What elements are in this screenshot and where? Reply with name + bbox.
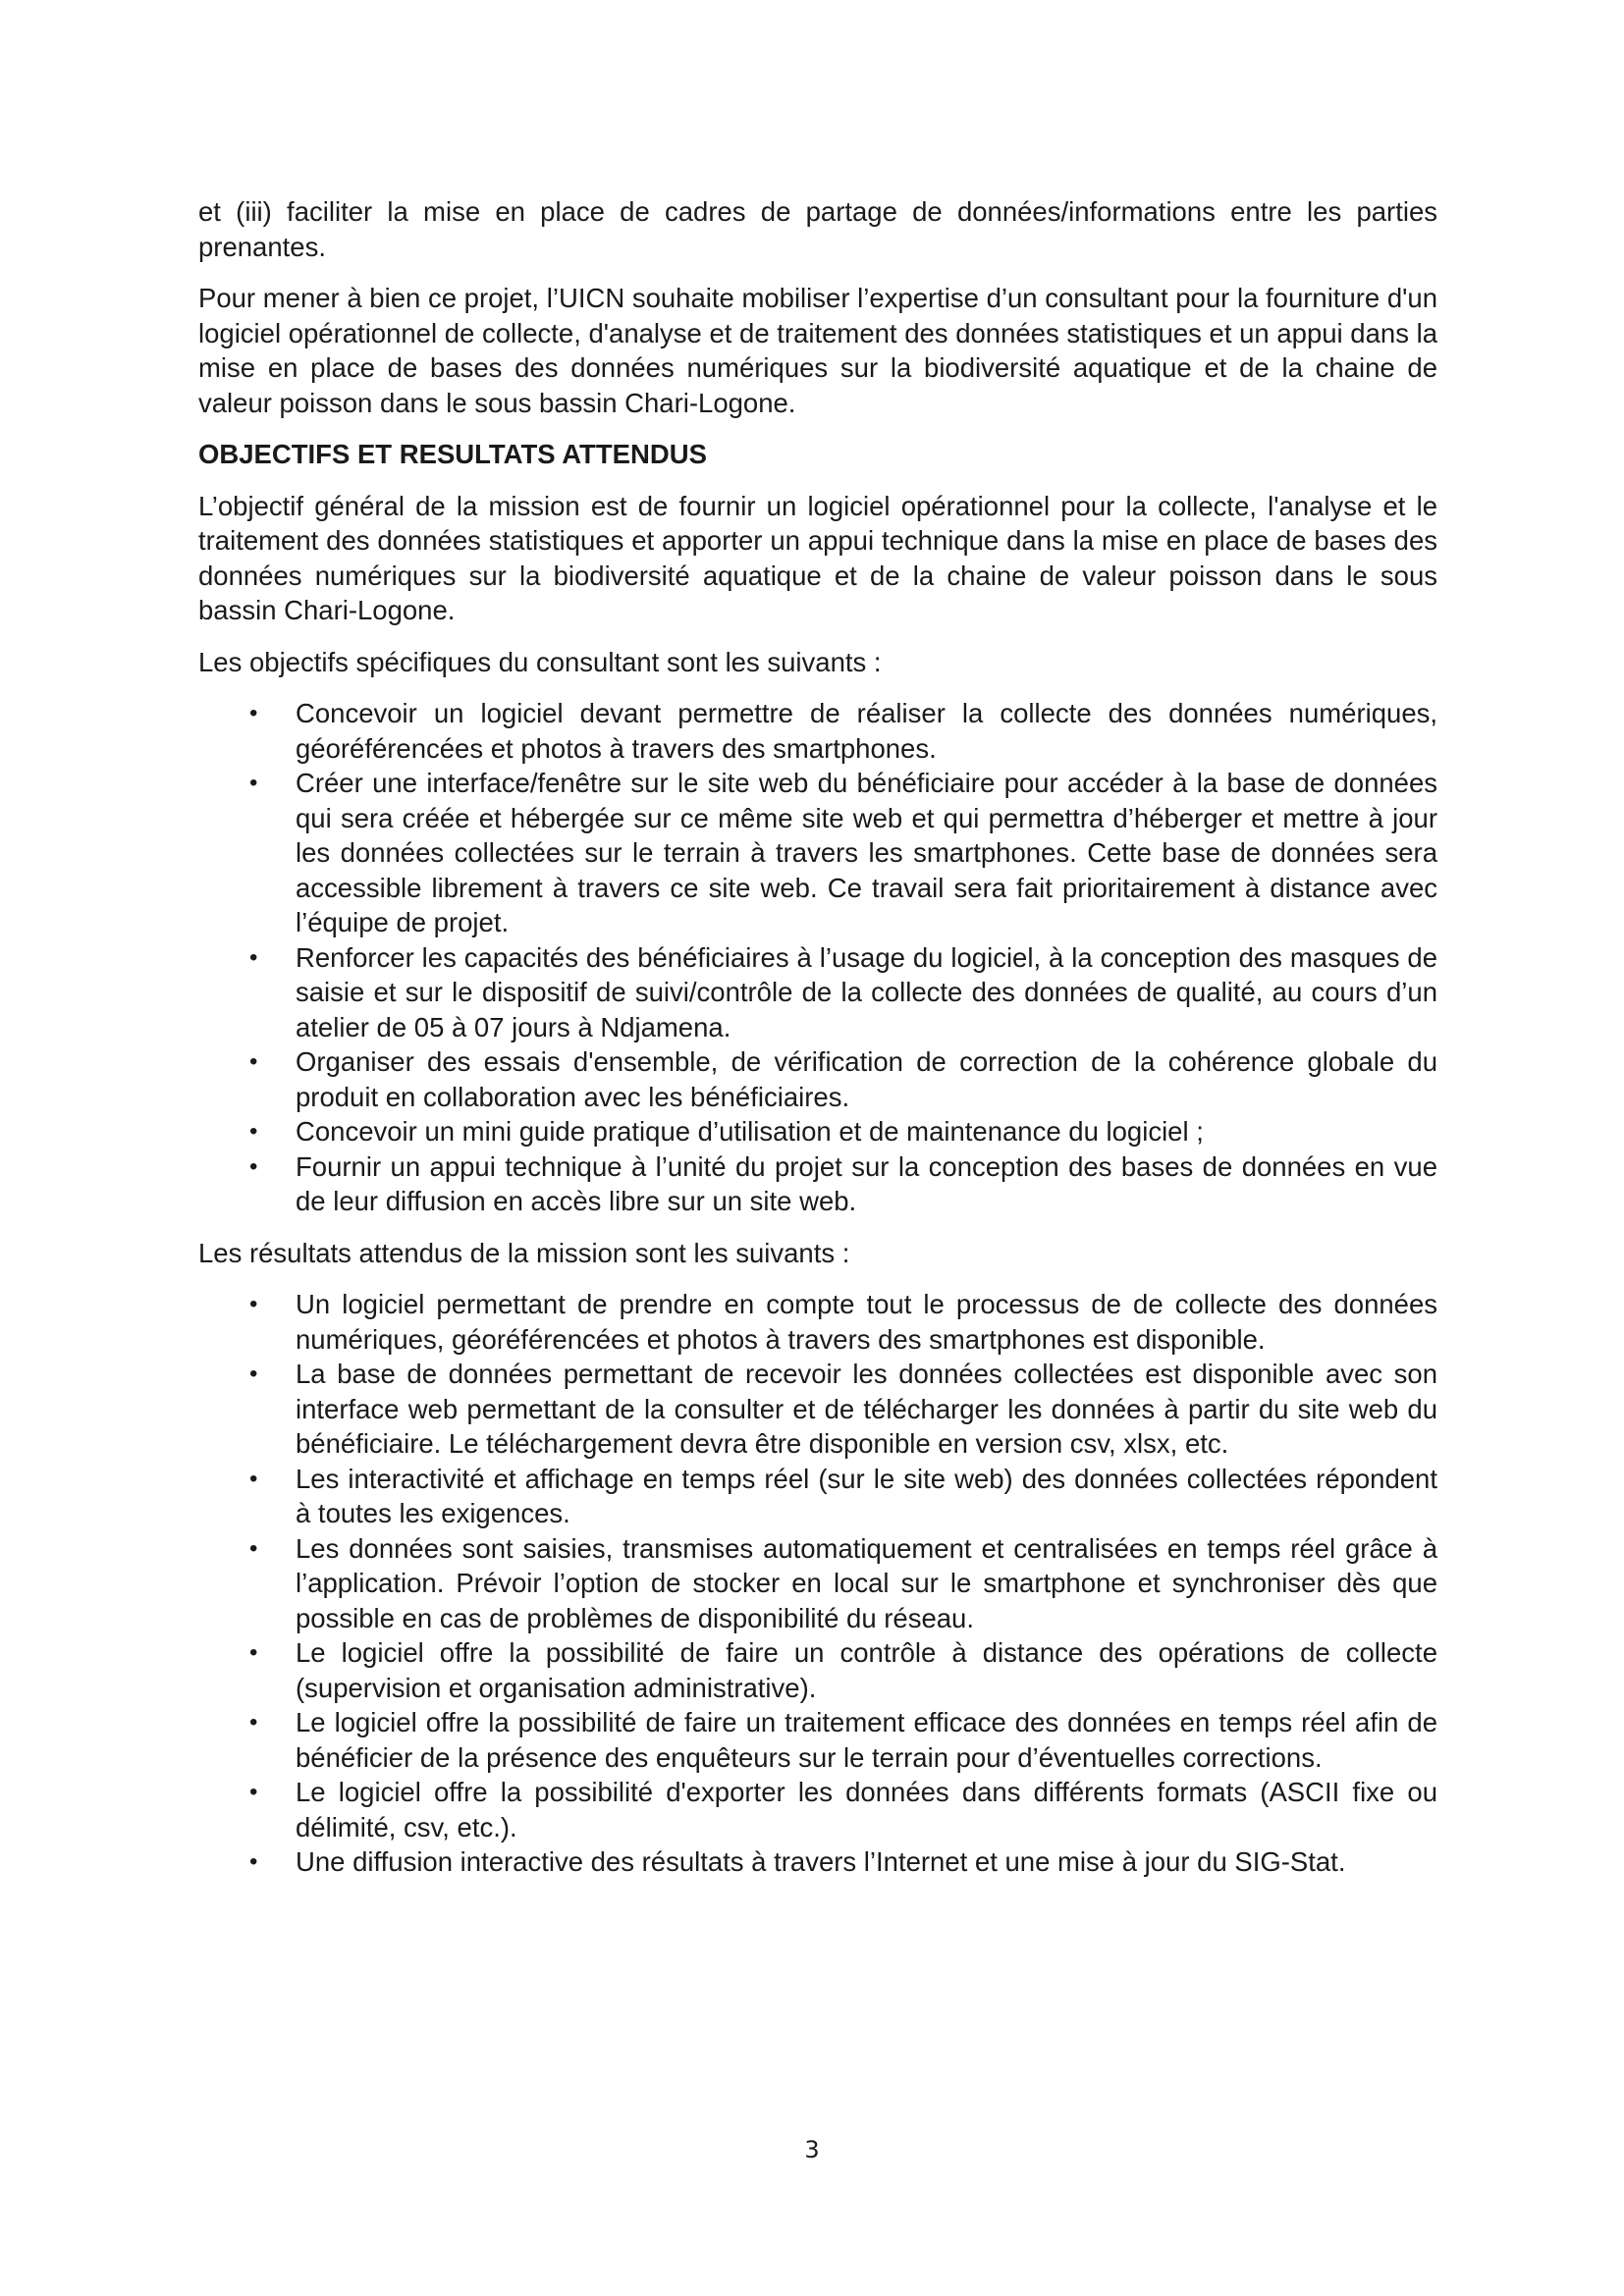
document-page xyxy=(198,194,1437,1896)
bullet-icon: • xyxy=(249,1779,258,1805)
bullet-icon: • xyxy=(249,770,258,796)
list-item xyxy=(198,1531,1437,1636)
intro-paragraph-1: et (iii) faciliter la mise en place de cadres de partage de données/informations entre les parties prenantes. xyxy=(198,196,1437,262)
bullet-icon: • xyxy=(249,1291,258,1317)
list-item xyxy=(198,1287,1437,1357)
general-objective-paragraph: L’objectif général de la mission est de fournir un logiciel opérationnel pour la collecte, l'analyse et le traitement des données statistiques et apporter un appui technique dans la mise en place de bases des données numériques sur la biodiversité aquatique et de la chaine de valeur poisson dans le sous bassin Chari-Logone. xyxy=(198,490,1437,625)
list-item xyxy=(198,940,1437,1045)
list-item-text: Une diffusion interactive des résultats à travers l’Internet et une mise à jour du SIG-Stat. xyxy=(296,1846,1346,1877)
bullet-icon: • xyxy=(249,1639,258,1666)
bullet-icon: • xyxy=(249,1361,258,1387)
list-item-text: Un logiciel permettant de prendre en compte tout le processus de de collecte des données numériques, géoréférencées et photos à travers des smartphones est disponible. xyxy=(296,1289,1437,1355)
list-item-text: Les données sont saisies, transmises automatiquement et centralisées en temps réel grâce à l’application. Prévoir l’option de stocker en local sur le smartphone et synchroniser dès que possible en cas de problèmes de disponibilité du réseau. xyxy=(296,1532,1437,1633)
list-item xyxy=(198,1635,1437,1705)
list-item xyxy=(198,1844,1437,1880)
list-item xyxy=(198,1149,1437,1219)
list-item xyxy=(198,1775,1437,1844)
bullet-icon: • xyxy=(249,1848,258,1875)
list-item-text: Concevoir un mini guide pratique d’utilisation et de maintenance du logiciel ; xyxy=(296,1116,1204,1147)
list-item xyxy=(198,1357,1437,1462)
list-item-text: Le logiciel offre la possibilité de faire un traitement efficace des données en temps réel afin de bénéficier de la présence des enquêteurs sur le terrain pour d’éventuelles corrections. xyxy=(296,1707,1437,1773)
list-item-text: Les interactivité et affichage en temps réel (sur le site web) des données collectées répondent à toutes les exigences. xyxy=(296,1463,1437,1528)
list-item-text: Organiser des essais d'ensemble, de vérification de correction de la cohérence globale du produit en collaboration avec les bénéficiaires. xyxy=(296,1046,1437,1112)
list-item-text: La base de données permettant de recevoir les données collectées est disponible avec son interface web permettant de la consulter et de télécharger les données à partir du site web du bénéficiaire. Le téléchargement devra être disponible en version csv, xlsx, etc. xyxy=(296,1359,1437,1459)
list-item-text: Le logiciel offre la possibilité de faire un contrôle à distance des opérations de collecte (supervision et organisation administrative). xyxy=(296,1637,1437,1703)
list-item-text: Le logiciel offre la possibilité d'exporter les données dans différents formats (ASCII fixe ou délimité, csv, etc.). xyxy=(296,1777,1437,1842)
list-item xyxy=(198,1705,1437,1775)
list-item-text: Renforcer les capacités des bénéficiaires à l’usage du logiciel, à la conception des masques de saisie et sur le dispositif de suivi/contrôle de la collecte des données de qualité, au cours d’un atelier de 05 à 07 jours à Ndjamena. xyxy=(296,941,1437,1042)
list-item xyxy=(198,766,1437,940)
expected-results-list xyxy=(198,1287,1437,1880)
list-item xyxy=(198,696,1437,766)
bullet-icon: • xyxy=(249,1534,258,1562)
specific-objectives-list xyxy=(198,696,1437,1219)
list-item xyxy=(198,1114,1437,1149)
intro-paragraph-2: Pour mener à bien ce projet, l’UICN souhaite mobiliser l’expertise d’un consultant pour la fourniture d'un logiciel opérationnel de collecte, d'analyse et de traitement des données statistiques et un appui dans la mise en place de bases des données numériques sur la biodiversité aquatique et de la chaine de valeur poisson dans le sous bassin Chari-Logone. xyxy=(198,283,1437,418)
bullet-icon: • xyxy=(249,1048,258,1075)
bullet-icon: • xyxy=(249,700,258,726)
bullet-icon: • xyxy=(249,1709,258,1735)
bullet-icon: • xyxy=(249,1152,258,1180)
expected-results-intro: Les résultats attendus de la mission sont les suivants : xyxy=(198,1237,850,1268)
list-item xyxy=(198,1044,1437,1114)
bullet-icon: • xyxy=(249,1465,258,1492)
specific-objectives-intro: Les objectifs spécifiques du consultant sont les suivants : xyxy=(198,646,882,677)
page-number: 3 xyxy=(804,2136,820,2163)
list-item-text: Fournir un appui technique à l’unité du projet sur la conception des bases de données en vue de leur diffusion en accès libre sur un site web. xyxy=(296,1150,1437,1216)
list-item xyxy=(198,1462,1437,1531)
section-heading: OBJECTIFS ET RESULTATS ATTENDUS xyxy=(198,439,707,469)
bullet-icon: • xyxy=(249,1118,258,1145)
list-item-text: Concevoir un logiciel devant permettre de réaliser la collecte des données numériques, géoréférencées et photos à travers des smartphones. xyxy=(296,698,1437,764)
bullet-icon: • xyxy=(249,943,258,971)
list-item-text: Créer une interface/fenêtre sur le site web du bénéficiaire pour accéder à la base de données qui sera créée et hébergée sur ce même site web et qui permettra d’héberger et mettre à jour les données collectées sur le terrain à travers les smartphones. Cette base de données sera accessible librement à travers ce site web. Ce travail sera fait prioritairement à distance avec l’équipe de projet. xyxy=(296,768,1437,937)
